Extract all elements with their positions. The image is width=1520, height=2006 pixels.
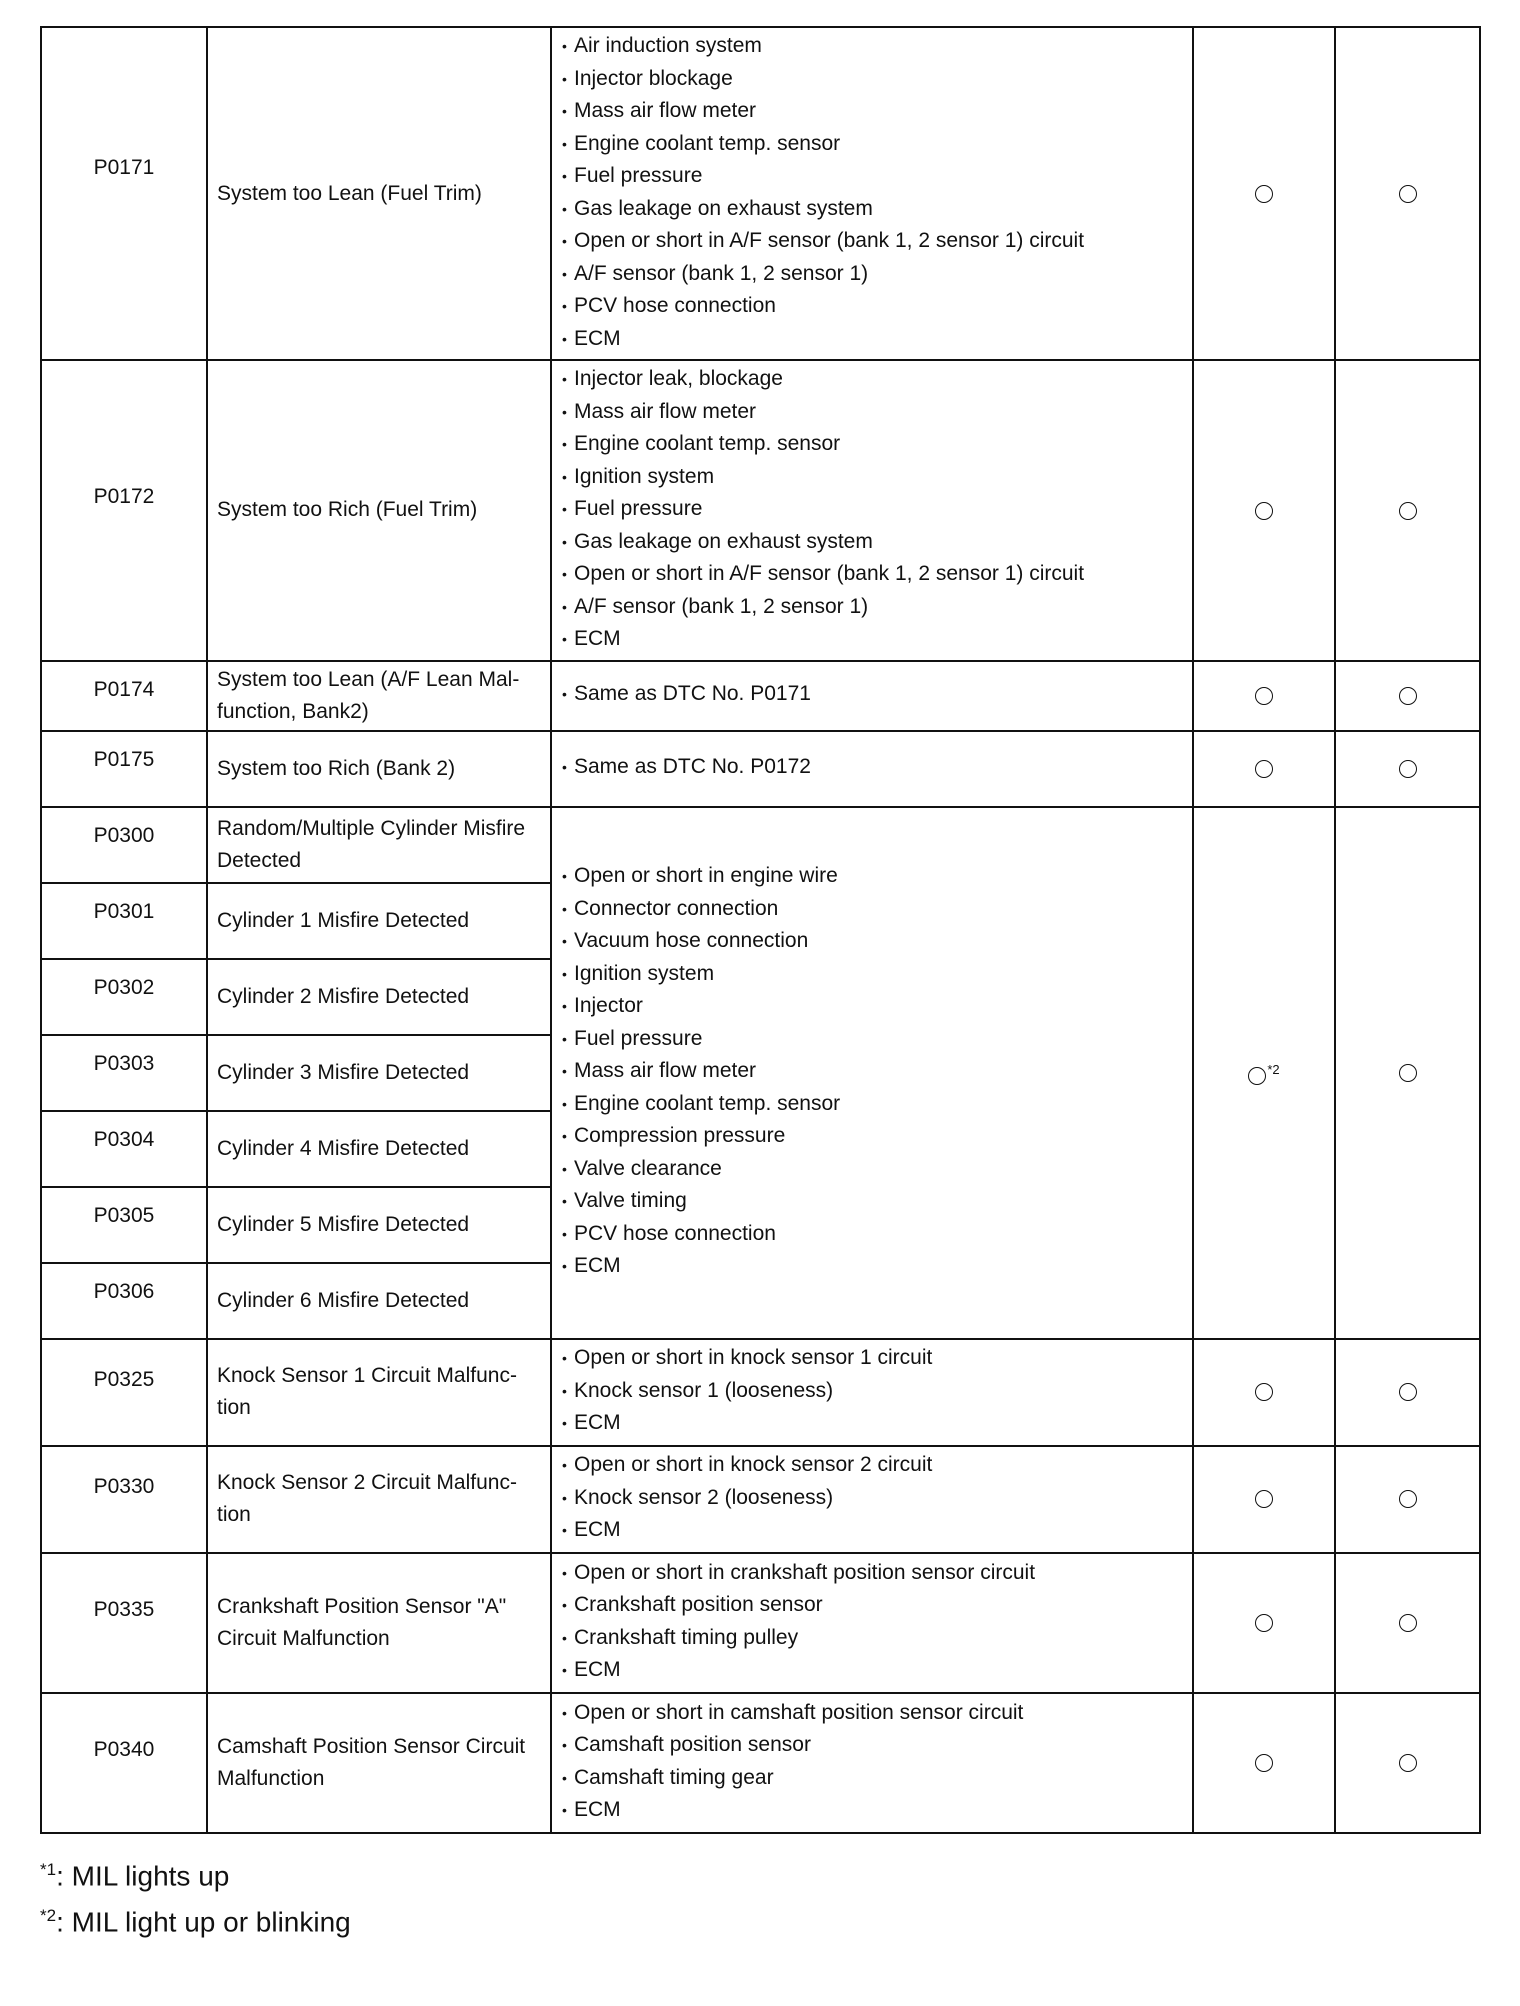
dtc-code: P0175 [41,731,207,807]
table-row [41,1446,1480,1553]
dtc-description: Cylinder 3 Misfire Detected [207,1035,551,1111]
footnote: $^{*1}$: MIL lights up [40,1860,230,1892]
list-item: • Same as DTC No. P0171 [562,678,1192,711]
list-item: • Camshaft position sensor [562,1729,1192,1762]
dtc-code: P0330 [41,1446,207,1553]
list-item: • Injector leak, blockage [562,363,1192,396]
dtc-code: P0335 [41,1553,207,1693]
dtc-code: P0304 [41,1111,207,1187]
table-row [41,1339,1480,1446]
list-item: • ECM [562,323,1192,356]
table-row [41,1693,1480,1833]
table-row [41,1553,1480,1693]
footnotes [40,1850,351,1943]
dtc-description: Crankshaft Position Sensor "A" Circuit Malfunction [207,1553,551,1693]
dtc-description: System too Lean (A/F Lean Mal-function, Bank2) [207,661,551,731]
memory-cell [1335,360,1480,661]
list-item: • Connector connection [562,893,1192,926]
dtc-description: Camshaft Position Sensor Circuit Malfunction [207,1693,551,1833]
list-item: • Vacuum hose connection [562,925,1192,958]
table-row [41,360,1480,661]
circle-mark-icon [1255,687,1273,705]
list-item: • ECM [562,1794,1192,1827]
list-item: • Camshaft timing gear [562,1762,1192,1795]
mil-cell [1193,731,1335,807]
table-row [41,731,1480,807]
list-item: • ECM [562,1407,1192,1440]
list-item: • A/F sensor (bank 1, 2 sensor 1) [562,258,1192,291]
list-item: • Open or short in knock sensor 2 circuit [562,1449,1192,1482]
memory-cell [1335,1339,1480,1446]
mil-cell [1193,661,1335,731]
circle-mark-icon [1255,1383,1273,1401]
memory-cell [1335,731,1480,807]
dtc-code: P0300 [41,807,207,883]
dtc-table [40,26,1481,1834]
trouble-areas [551,731,1193,807]
circle-mark-icon [1399,502,1417,520]
dtc-description: Knock Sensor 1 Circuit Malfunc-tion [207,1339,551,1446]
circle-mark-icon [1255,760,1273,778]
list-item: • Fuel pressure [562,1023,1192,1056]
list-item: • Air induction system [562,30,1192,63]
list-item: • Mass air flow meter [562,1055,1192,1088]
list-item: • Engine coolant temp. sensor [562,428,1192,461]
mil-cell [1193,1693,1335,1833]
trouble-areas [551,1693,1193,1833]
memory-cell [1335,661,1480,731]
dtc-code: P0325 [41,1339,207,1446]
circle-mark-icon [1255,1754,1273,1772]
list-item: • Knock sensor 2 (looseness) [562,1482,1192,1515]
dtc-code: P0171 [41,27,207,360]
list-item: • Gas leakage on exhaust system [562,526,1192,559]
dtc-description: Cylinder 4 Misfire Detected [207,1111,551,1187]
list-item: • PCV hose connection [562,1218,1192,1251]
dtc-code: P0174 [41,661,207,731]
list-item: • Crankshaft timing pulley [562,1622,1192,1655]
list-item: • Compression pressure [562,1120,1192,1153]
circle-mark-icon [1399,687,1417,705]
circle-mark-icon [1399,1064,1417,1082]
table-row [41,807,1480,883]
circle-mark-icon [1399,185,1417,203]
dtc-code: P0302 [41,959,207,1035]
trouble-areas [551,661,1193,731]
circle-mark-icon [1399,1754,1417,1772]
dtc-code: P0305 [41,1187,207,1263]
dtc-description: Knock Sensor 2 Circuit Malfunc-tion [207,1446,551,1553]
table-row [41,661,1480,731]
list-item: • Engine coolant temp. sensor [562,128,1192,161]
list-item: • Engine coolant temp. sensor [562,1088,1192,1121]
mil-cell [1193,1446,1335,1553]
circle-mark-icon [1399,1383,1417,1401]
list-item: • Valve timing [562,1185,1192,1218]
list-item: • Fuel pressure [562,160,1192,193]
circle-mark-icon [1399,760,1417,778]
list-item: • Open or short in crankshaft position sensor circuit [562,1557,1192,1590]
list-item: • Valve clearance [562,1153,1192,1186]
mil-cell [1193,360,1335,661]
list-item: • Ignition system [562,958,1192,991]
mil-cell [1193,1553,1335,1693]
mil-cell [1193,1339,1335,1446]
circle-mark-icon [1248,1067,1266,1085]
mil-cell [1193,27,1335,360]
list-item: • Injector blockage [562,63,1192,96]
list-item: • Open or short in A/F sensor (bank 1, 2 sensor 1) circuit [562,558,1192,591]
list-item: • Crankshaft position sensor [562,1589,1192,1622]
memory-cell [1335,1446,1480,1553]
table-row [41,27,1480,360]
circle-mark-icon [1399,1490,1417,1508]
trouble-areas [551,1446,1193,1553]
list-item: • A/F sensor (bank 1, 2 sensor 1) [562,591,1192,624]
dtc-code: P0301 [41,883,207,959]
dtc-description: Cylinder 6 Misfire Detected [207,1263,551,1339]
dtc-description: Cylinder 2 Misfire Detected [207,959,551,1035]
dtc-description: Random/Multiple Cylinder Misfire Detected [207,807,551,883]
circle-mark-icon [1255,1614,1273,1632]
list-item: • Injector [562,990,1192,1023]
dtc-code: P0303 [41,1035,207,1111]
list-item: • PCV hose connection [562,290,1192,323]
list-item: • Ignition system [562,461,1192,494]
dtc-description: System too Rich (Fuel Trim) [207,360,551,661]
dtc-code: P0340 [41,1693,207,1833]
list-item: • ECM [562,1514,1192,1547]
trouble-areas [551,807,1193,1339]
dtc-description: System too Rich (Bank 2) [207,731,551,807]
memory-cell [1335,1553,1480,1693]
list-item: • ECM [562,1654,1192,1687]
memory-cell [1335,807,1480,1339]
memory-cell [1335,1693,1480,1833]
list-item: • Mass air flow meter [562,95,1192,128]
circle-mark-icon [1399,1614,1417,1632]
list-item: • Open or short in knock sensor 1 circuit [562,1342,1192,1375]
list-item: • Fuel pressure [562,493,1192,526]
dtc-description: Cylinder 5 Misfire Detected [207,1187,551,1263]
list-item: • Knock sensor 1 (looseness) [562,1375,1192,1408]
dtc-code: P0172 [41,360,207,661]
list-item: • Mass air flow meter [562,396,1192,429]
circle-mark-icon [1255,185,1273,203]
list-item: • ECM [562,623,1192,656]
dtc-description: Cylinder 1 Misfire Detected [207,883,551,959]
list-item: • Same as DTC No. P0172 [562,751,1192,784]
dtc-code: P0306 [41,1263,207,1339]
trouble-areas [551,360,1193,661]
memory-cell [1335,27,1480,360]
footnote-ref: *2 [1267,1061,1280,1077]
list-item: • Open or short in engine wire [562,860,1192,893]
trouble-areas [551,1339,1193,1446]
mil-cell [1193,807,1335,1339]
list-item: • Open or short in A/F sensor (bank 1, 2 sensor 1) circuit [562,225,1192,258]
list-item: • Open or short in camshaft position sensor circuit [562,1697,1192,1730]
circle-mark-icon [1255,502,1273,520]
circle-mark-icon [1255,1490,1273,1508]
trouble-areas [551,1553,1193,1693]
list-item: • Gas leakage on exhaust system [562,193,1192,226]
trouble-areas [551,27,1193,360]
dtc-description: System too Lean (Fuel Trim) [207,27,551,360]
list-item: • ECM [562,1250,1192,1283]
footnote: $^{*2}$: MIL light up or blinking [40,1906,351,1938]
